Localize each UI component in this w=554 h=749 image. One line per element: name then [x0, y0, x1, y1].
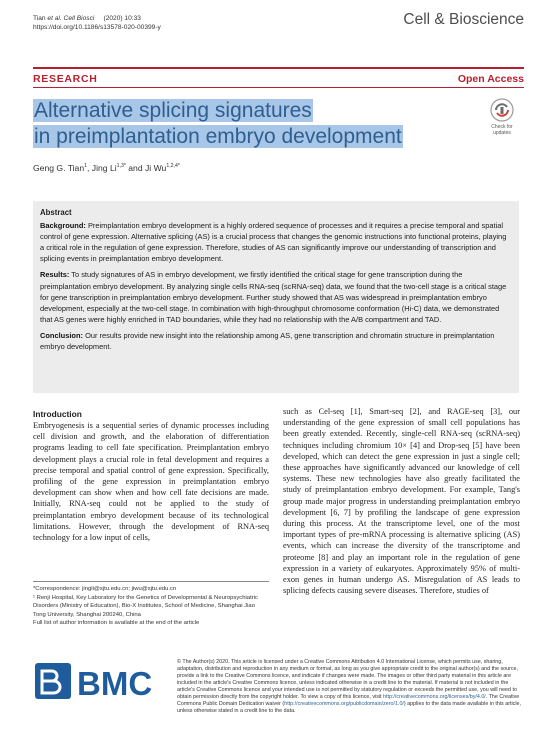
author-name[interactable]: Geng G. Tian — [33, 163, 85, 173]
open-access-label: Open Access — [457, 73, 524, 85]
bmc-logo-graphic — [33, 659, 163, 703]
article-title — [33, 98, 463, 150]
correspondence: *Correspondence: jingli@sjtu.edu.cn; jiwu@sjtu.edu.cn — [33, 586, 177, 592]
abstract — [40, 207, 512, 357]
footnotes — [33, 585, 269, 628]
check-updates-icon — [484, 97, 520, 137]
full-author-info-note: Full list of author information is available at the end of the article — [33, 620, 200, 627]
author-affiliation-sup: 1,2,4* — [166, 163, 180, 170]
abstract-conclusion: Conclusion: Our results provide new insight into the relationship among AS, gene transcription and chromatin structure in preimplantation embryo development. — [40, 330, 495, 352]
author-name[interactable]: Jing Li — [91, 163, 117, 173]
abstract-heading: Abstract — [40, 208, 72, 217]
abstract-background: Background: Preimplantation embryo development is a highly ordered sequence of processes and it requires a precise temporal and spatial control of gene expression. Alternative splicing (AS) is a crucial process that changes the genomic instructions into functional proteins, playing a critical role in the regulation of gene expression. Therefore, studies of AS can significantly improve our understanding of transcription and splicing events in preimplantation embryo development. — [40, 221, 507, 264]
author-affiliation-sup: 1,3* — [116, 163, 126, 170]
section-heading-introduction: Introduction — [33, 409, 82, 419]
title-line-2: in preimplantation embryo development — [34, 125, 402, 148]
title-line-1: Alternative splicing signatures — [34, 99, 312, 122]
affiliation: ¹ Renji Hospital, Key Laboratory for the Genetics of Developmental & Neuropsychiatric Disorders (Ministry of Education), Bio-X Institutes, School of Medicine, Shanghai Jiao Tong University, Shanghai 200240, China — [33, 594, 258, 618]
doi-link[interactable]: https://doi.org/10.1186/s13578-020-00399-y — [33, 24, 161, 32]
license-text: © The Author(s) 2020. This article is licensed under a Creative Commons Attribution 4.0 International License, which permits use, sharing, adaptation, distribution and reproduction in any medium or format, as long as you give appropriate credit to the original author(s) and the source, provide a link to the Creative Commons licence, and indicate if changes were made. The images or other third party material in this article are included in the article's Creative Commons licence, unless indicated otherwise in a credit line to the material. If material is not included in the article's Creative Commons licence and your intended use is not permitted by statutory regulation or exceeds the permitted use, you will need to obtain permission directly from the copyright holder. To view a copy of this licence, visit http://creativecommons.org/licenses/by/4.0/. The Creative Commons Public Domain Dedication waiver (http://creativecommons.org/publicdomain/zero/1.0/) applies to the data made available in this article, unless otherwise stated in a credit line to the data. — [177, 659, 521, 715]
citation: Tian et al. Cell Biosci (2020) 10:33 — [33, 15, 141, 22]
author-name[interactable]: Ji Wu — [145, 163, 167, 173]
cc0-link[interactable]: http://creativecommons.org/publicdomain/zero/1.0/ — [284, 701, 404, 708]
abstract-results: Results: To study signatures of AS in embryo development, we firstly identified the critical stage for gene transcription during the preimplantation embryo development. By analyzing single cells RNA-seq (scRNA-seq) data, we found that the two-cell stage is a critical stage for gene transcription in preimplantation embryo development. Further study showed that AS was widespread in preimplantation embryo development, especially at the two-cell stage. In combination with high-throughput chromosome conformation (Hi-C) data, we demonstrated that AS genes were highly enriched in TAD boundaries, while they had no relationship with the A/B compartment and TAD. — [40, 270, 507, 324]
cc-by-link[interactable]: http://creativecommons.org/licenses/by/4.0/ — [383, 694, 486, 701]
type-divider — [33, 87, 524, 88]
journal-name: Cell & Bioscience — [403, 11, 524, 28]
author-list: Geng G. Tian$^1$, Jing $Li^{1,3*}$ and Ji $Wu^{1,2,4*}$ — [33, 163, 180, 173]
article-type: RESEARCH — [33, 73, 98, 85]
author-affiliation-sup: 1 — [84, 163, 88, 170]
footnote-divider — [33, 581, 269, 582]
check-updates-line1: Check for — [491, 124, 513, 130]
running-header — [33, 14, 161, 33]
check-for-updates-badge[interactable] — [484, 97, 520, 137]
bmc-wordmark: BMC — [77, 665, 153, 702]
body-text-left-column: Embryogenesis is a sequential series of dynamic processes including cell division and growth, and the elaboration of differentiation programs leading to cell fate specification. Preimplantation embryo development plays a crucial role in fetal development and requires a precise temporal and spatial control of gene expression. Specifically, profiling of the gene expression in preimplantation embryo development can show when and how cell fate decisions are made. Initially, RNA-seq could not be applied to the study of preimplantation embryo development because of its technological limitations. However, through the development of RNA-seq technology for a low input of cells, — [33, 421, 269, 543]
check-updates-line2: updates — [493, 130, 511, 136]
body-text-right-column: such as Cel-seq [1], Smart-seq [2], and RAGE-seq [3], our understanding of the gene expression of small cell populations has been greatly extended. Recently, single-cell RNA-seq (scRNA-seq) techniques including chromium 10× [4] and Drop-seq [5] have been developed, which can detect the gene expression in just a single cell; these approaches have significantly advanced our knowledge of cell systems. These new technologies have also greatly facilitated the study of preimplantation embryo development. For example, Tang's group made major progress in understanding preimplantation embryo development [6, 7] by profiling the landscape of gene expression during this process. At the transcriptome level, one of the most important types of pre-mRNA processing is alternative splicing (AS) events, which can increase the diversity of the transcriptome and proteome [8] and play an important role in the regulation of gene expression in a variety of eukaryotes. Approximately 95% of multi-exon genes in human undergo AS. Misregulation of AS leads to splicing defects causing severe diseases. Therefore, studies of — [283, 407, 520, 596]
header-divider — [33, 67, 524, 69]
bmc-logo — [33, 659, 163, 703]
